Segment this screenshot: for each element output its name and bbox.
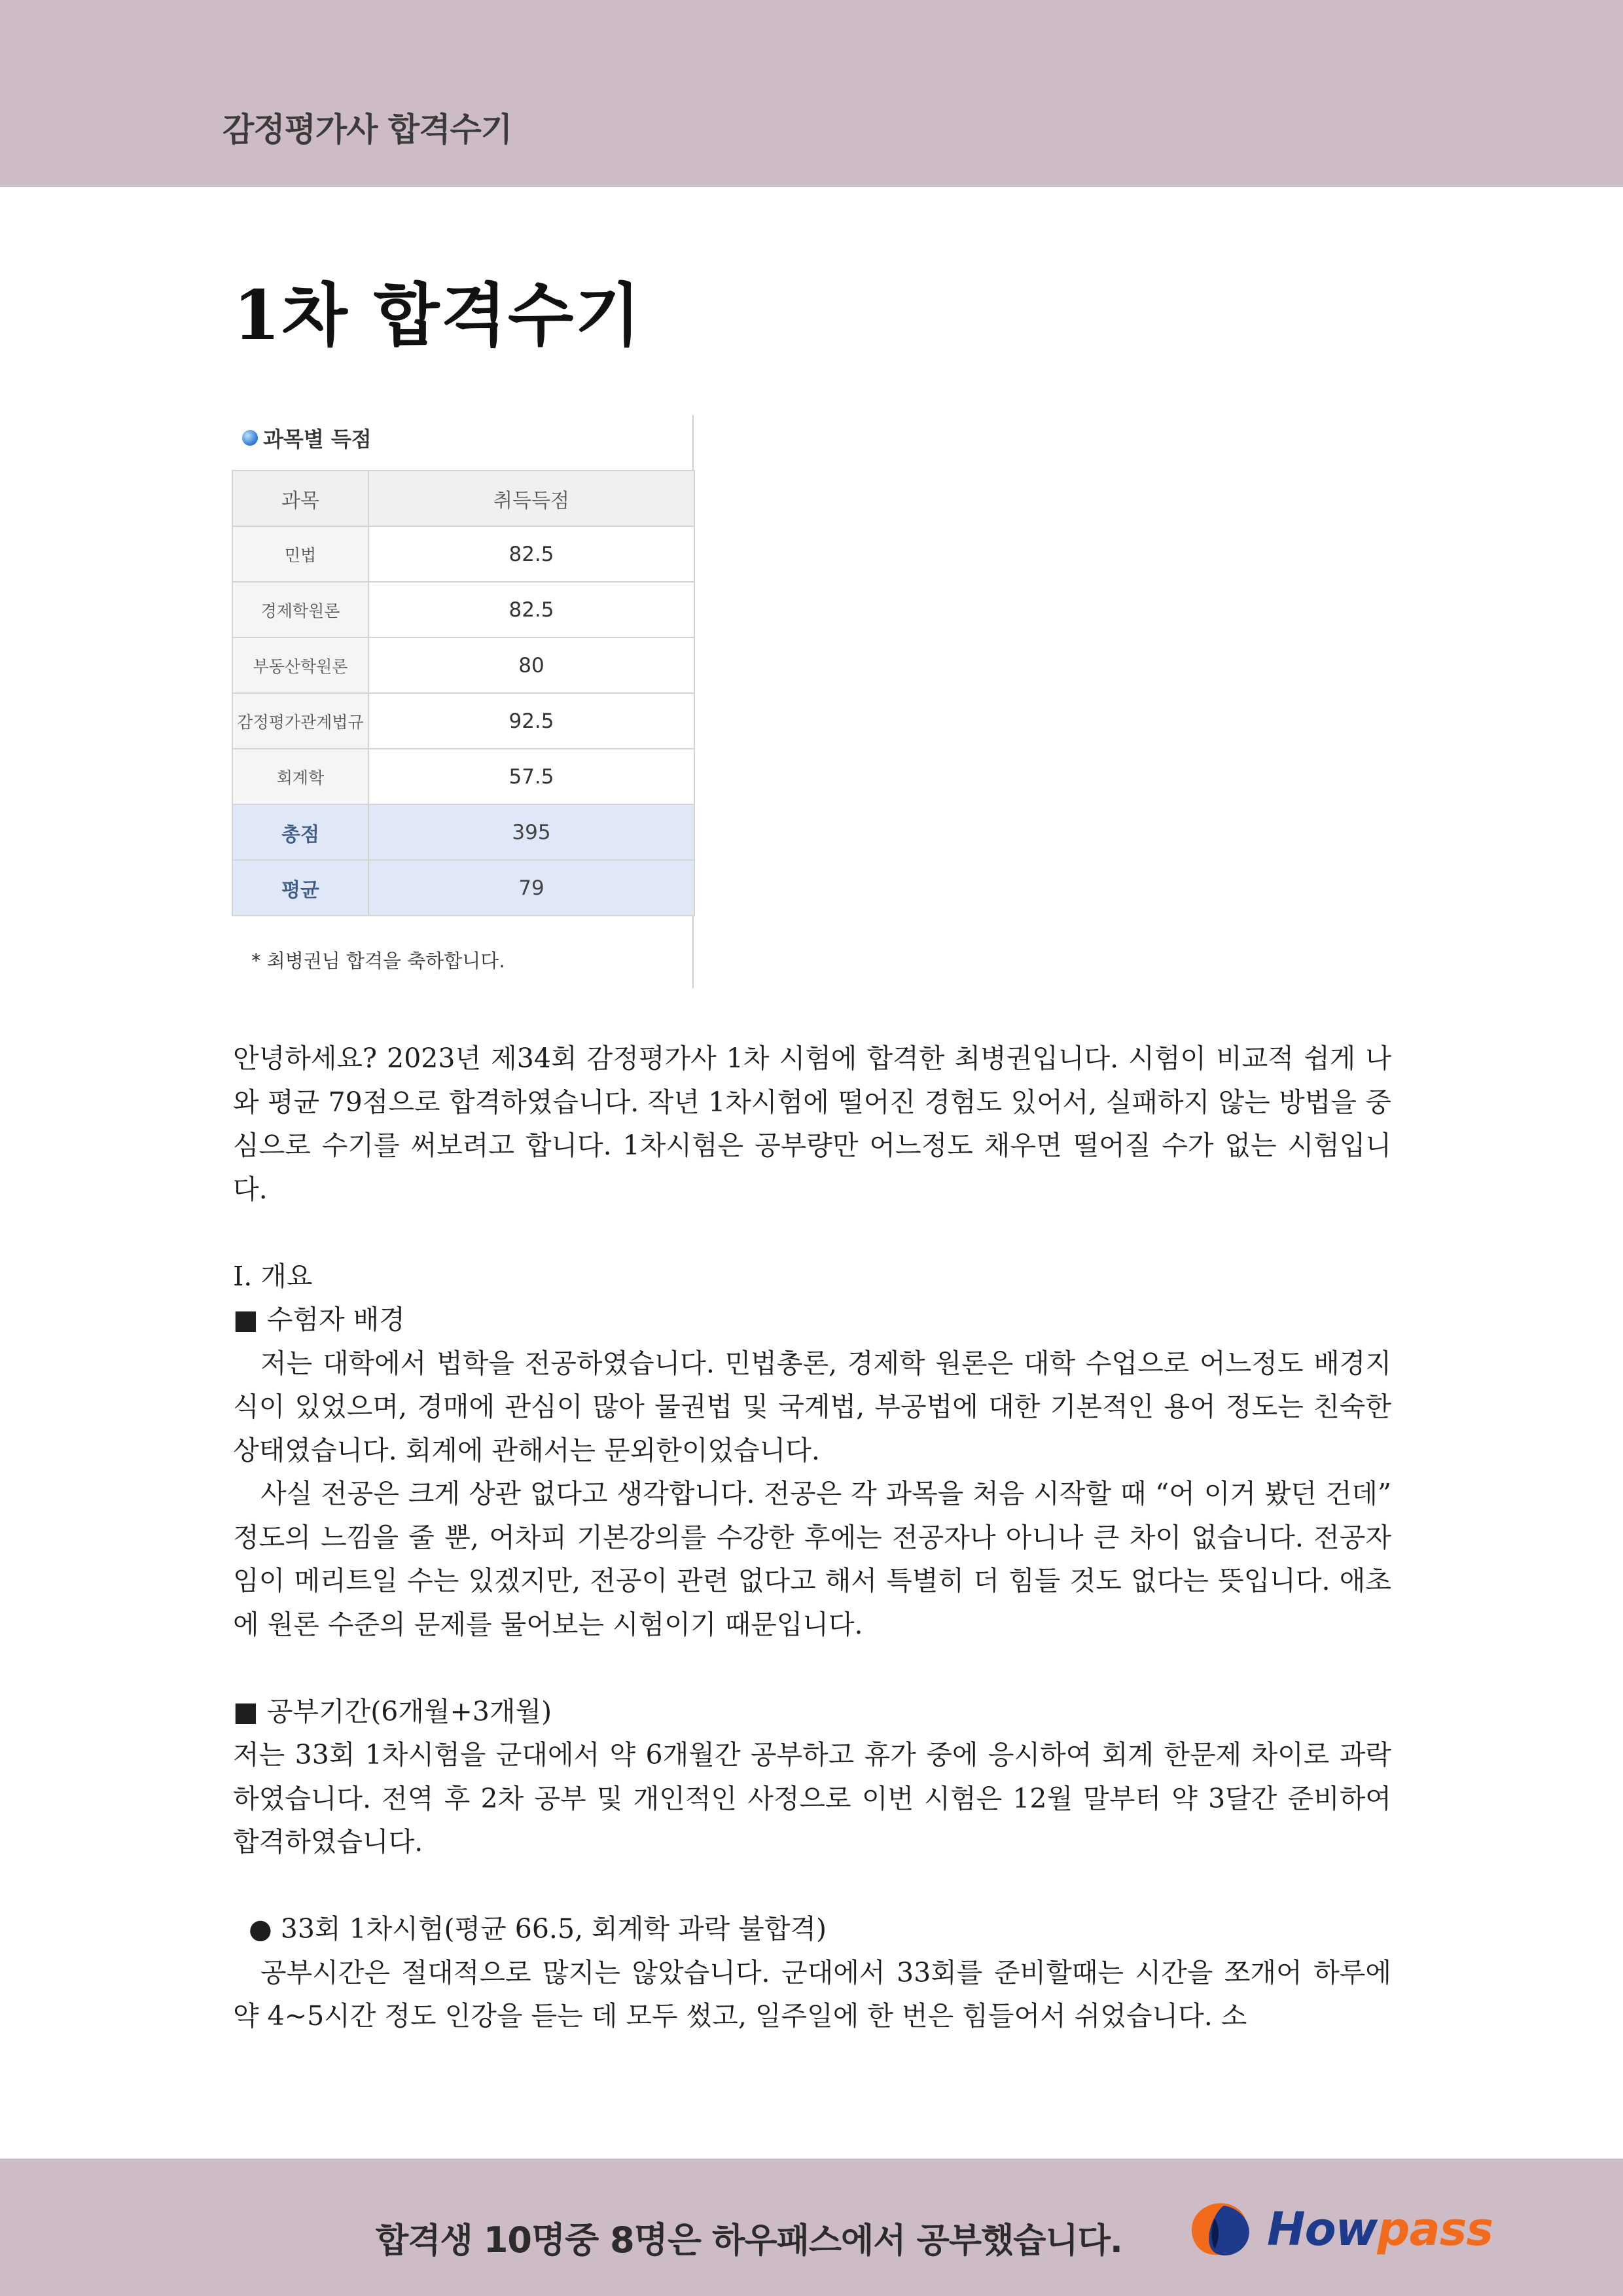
- howpass-logo: [1186, 2199, 1493, 2259]
- average-label-cell: 평균: [232, 860, 368, 916]
- slogan-prefix: 합격생: [376, 2221, 484, 2261]
- bullet-heading: ● 33회 1차시험(평균 66.5, 회계학 과락 불합격): [249, 1913, 827, 1945]
- header-band: [0, 0, 1623, 187]
- total-label-cell: 총점: [232, 804, 368, 860]
- column-header-score: 취득득점: [368, 471, 694, 526]
- total-value-cell: 395: [368, 804, 694, 860]
- footer-slogan: [376, 2212, 1122, 2263]
- table-header-row: [232, 471, 694, 526]
- score-card: [232, 415, 694, 988]
- slogan-suffix: 하우패스에서 공부했습니다.: [701, 2221, 1122, 2261]
- score-table: [232, 470, 695, 916]
- spacer: [233, 1864, 1391, 1908]
- section-heading: I. 개요: [233, 1260, 313, 1292]
- paragraph: 저는 대학에서 법학을 전공하였습니다. 민법총론, 경제학 원론은 대학 수업으로 어느정도 배경지식이 있었으며, 경매에 관심이 많아 물권법 및 국계법, 부공법에 대한 기본적인 용어 정도는 친숙한 상태였습니다. 회계에 관해서는 문외한이었습니다.: [233, 1347, 1391, 1466]
- bullet-dot-icon: [242, 430, 258, 446]
- subject-cell: 민법: [232, 526, 368, 582]
- average-row: [232, 860, 694, 916]
- score-cell: 57.5: [368, 749, 694, 804]
- score-card-title: [242, 423, 372, 453]
- page-title: 1차 합격수기: [233, 275, 642, 355]
- column-header-subject: 과목: [232, 471, 368, 526]
- score-cell: 82.5: [368, 526, 694, 582]
- total-row: [232, 804, 694, 860]
- average-value-cell: 79: [368, 860, 694, 916]
- intro-paragraph: 안녕하세요? 2023년 제34회 감정평가사 1차 시험에 합격한 최병권입니다. 시험이 비교적 쉽게 나와 평균 79점으로 합격하였습니다. 작년 1차시험에 떨어진 경험도 있어서, 실패하지 않는 방법을 중심으로 수기를 써보려고 합니다. 1차시험은 공부량만 어느정도 채우면 떨어질 수가 없는 시험입니다.: [233, 1043, 1391, 1205]
- spacer: [233, 1211, 1391, 1255]
- subject-cell: 부동산학원론: [232, 637, 368, 693]
- subject-cell: 회계학: [232, 749, 368, 804]
- score-card-title-text: 과목별 득점: [263, 427, 372, 452]
- subsection-heading: ■ 공부기간(6개월+3개월): [233, 1695, 552, 1727]
- subject-cell: 경제학원론: [232, 582, 368, 637]
- table-row: [232, 693, 694, 749]
- logo-wordmark: [1267, 2202, 1493, 2256]
- table-row: [232, 526, 694, 582]
- slogan-emphasis: 10명중 8명은: [483, 2219, 701, 2261]
- paragraph: 저는 33회 1차시험을 군대에서 약 6개월간 공부하고 휴가 중에 응시하여 회계 한문제 차이로 과락하였습니다. 전역 후 2차 공부 및 개인적인 사정으로 이번 시험은 12월 말부터 약 3달간 준비하여 합격하였습니다.: [233, 1739, 1391, 1857]
- logo-text-accent: pass: [1377, 2202, 1493, 2256]
- table-row: [232, 582, 694, 637]
- score-cell: 92.5: [368, 693, 694, 749]
- table-row: [232, 637, 694, 693]
- article-body: [233, 1037, 1391, 2038]
- paragraph: 사실 전공은 크게 상관 없다고 생각합니다. 전공은 각 과목을 처음 시작할 때 “어 이거 봤던 건데” 정도의 느낌을 줄 뿐, 어차피 기본강의를 수강한 후에는 전공자나 아니나 큰 차이 없습니다. 전공자임이 메리트일 수는 있겠지만, 전공이 관련 없다고 해서 특별히 더 힘들 것도 없다는 뜻입니다. 애초에 원론 수준의 문제를 물어보는 시험이기 때문입니다.: [233, 1478, 1391, 1640]
- table-row: [232, 749, 694, 804]
- spacer: [233, 1646, 1391, 1690]
- score-cell: 82.5: [368, 582, 694, 637]
- subsection-heading: ■ 수험자 배경: [233, 1304, 405, 1335]
- congrats-note: * 최병권님 합격을 축하합니다.: [251, 950, 505, 972]
- paragraph: 공부시간은 절대적으로 많지는 않았습니다. 군대에서 33회를 준비할때는 시간을 쪼개어 하루에 약 4~5시간 정도 인강을 듣는 데 모두 썼고, 일주일에 한 번은 힘들어서 쉬었습니다. 소: [233, 1956, 1391, 2032]
- howpass-logo-icon: [1186, 2199, 1258, 2259]
- logo-text-main: How: [1267, 2202, 1378, 2256]
- subject-cell: 감정평가관계법규: [232, 693, 368, 749]
- score-cell: 80: [368, 637, 694, 693]
- header-title: 감정평가사 합격수기: [223, 111, 512, 149]
